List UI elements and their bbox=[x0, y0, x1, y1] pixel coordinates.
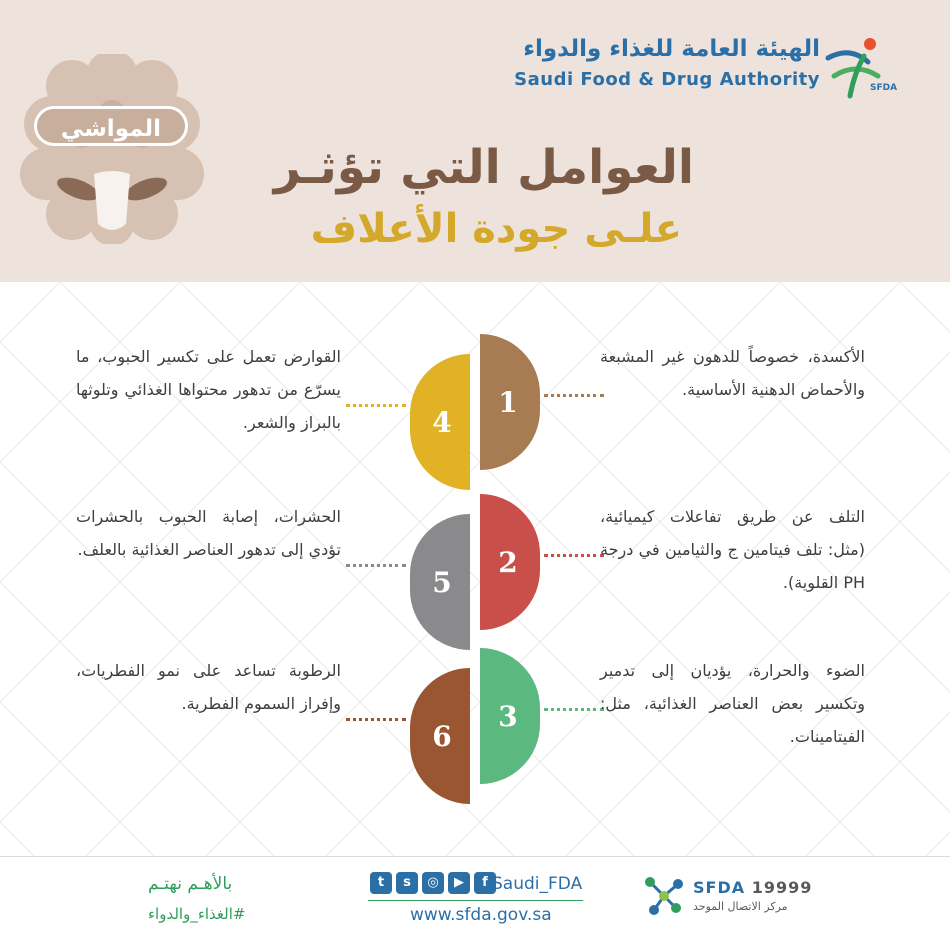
page-title: العوامل التي تؤثـر bbox=[273, 140, 694, 195]
factor-number-5: 5 bbox=[410, 514, 470, 650]
call-center-brand: SFDA bbox=[693, 878, 746, 897]
call-center-icon bbox=[640, 872, 688, 920]
snapchat-icon[interactable]: s bbox=[396, 872, 418, 894]
factor-number-4: 4 bbox=[410, 354, 470, 490]
factor-text-3: الضوء والحرارة، يؤديان إلى تدمير وتكسير بعض العناصر الغذائية، مثل: الفيتامينات. bbox=[600, 661, 865, 746]
factor-text-5: الحشرات، إصابة الحبوب بالحشرات تؤدي إلى تدهور العناصر الغذائية بالعلف. bbox=[76, 507, 341, 559]
dotted-connector bbox=[544, 708, 604, 711]
footer-divider bbox=[0, 856, 950, 857]
factor-number-1: 1 bbox=[480, 334, 540, 470]
call-center-number bbox=[693, 878, 812, 897]
org-name-arabic: الهيئة العامة للغذاء والدواء bbox=[523, 36, 820, 62]
org-name-english: Saudi Food & Drug Authority bbox=[514, 69, 820, 90]
dotted-connector bbox=[346, 404, 406, 407]
twitter-icon[interactable]: t bbox=[370, 872, 392, 894]
slogan-hashtag: بالأهـم نهتـم bbox=[148, 874, 233, 894]
social-icons bbox=[370, 872, 496, 894]
factor-number-2: 2 bbox=[480, 494, 540, 630]
factor-text-4: القوارض تعمل على تكسير الحبوب، ما يسرّع من تدهور محتواها الغذائي وتلوثها بالبراز والشعر. bbox=[76, 347, 341, 432]
dotted-connector bbox=[544, 554, 604, 557]
footer-contact-divider bbox=[368, 900, 583, 901]
youtube-icon[interactable]: ▶ bbox=[448, 872, 470, 894]
call-center-label: مركز الاتصال الموحد bbox=[693, 900, 788, 913]
hashtag: #الغذاء_والدواء bbox=[148, 905, 246, 923]
factor-text-2: التلف عن طريق تفاعلات كيميائية، (مثل: تلف فيتامين ج والثيامين في درجة PH القلوية). bbox=[600, 507, 865, 592]
sheep-icon bbox=[12, 54, 212, 244]
factor-number-6: 6 bbox=[410, 668, 470, 804]
social-handle[interactable]: Saudi_FDA bbox=[492, 874, 583, 894]
sfda-logo-icon bbox=[820, 36, 904, 104]
livestock-badge: المواشي bbox=[34, 106, 188, 146]
dotted-connector bbox=[544, 394, 604, 397]
page-subtitle: علـى جودة الأعلاف bbox=[310, 206, 682, 252]
instagram-icon[interactable]: ◎ bbox=[422, 872, 444, 894]
factor-number-3: 3 bbox=[480, 648, 540, 784]
factor-text-1: الأكسدة، خصوصاً للدهون غير المشبعة والأحماض الدهنية الأساسية. bbox=[600, 347, 865, 399]
factor-text-6: الرطوبة تساعد على نمو الفطريات، وإفراز السموم الفطرية. bbox=[76, 661, 341, 713]
call-center-digits: 19999 bbox=[751, 878, 813, 897]
website-link[interactable]: www.sfda.gov.sa bbox=[410, 905, 552, 925]
facebook-icon[interactable]: f bbox=[474, 872, 496, 894]
dotted-connector bbox=[346, 564, 406, 567]
dotted-connector bbox=[346, 718, 406, 721]
logo-abbr: SFDA bbox=[870, 83, 898, 93]
